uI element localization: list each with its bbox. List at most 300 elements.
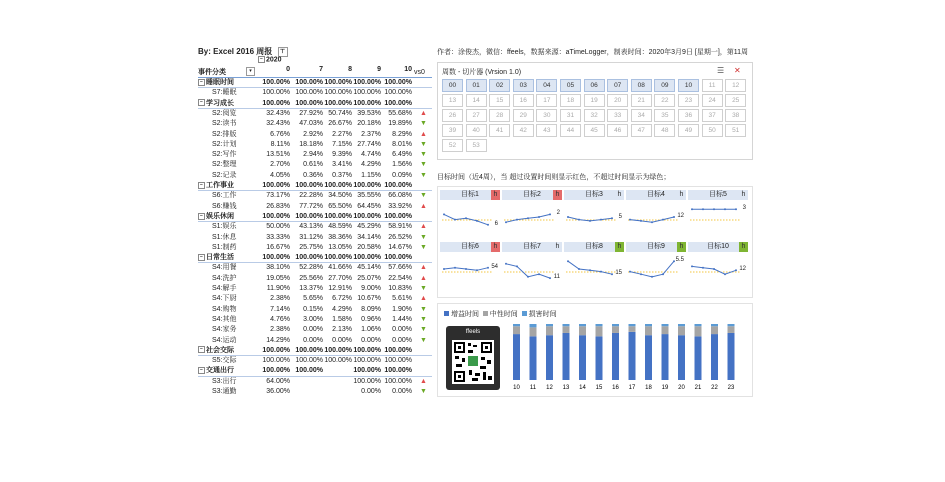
goal-point (589, 269, 591, 271)
pivot-row (198, 119, 432, 129)
row-label: S2:写作 (212, 151, 237, 159)
goal-point (487, 224, 489, 226)
cell-value: 100.00% (324, 346, 352, 354)
goal-status-badge: h (553, 190, 562, 200)
bar-segment (645, 326, 652, 335)
pivot-row (198, 387, 432, 397)
slicer-button-week[interactable]: 46 (607, 124, 628, 137)
slicer-button-week[interactable]: 48 (654, 124, 675, 137)
slicer-button-week[interactable]: 24 (702, 94, 723, 107)
filter-icon[interactable]: ⊤ (278, 47, 288, 57)
cell-value: 25.56% (299, 274, 323, 282)
goal-label: 目标5 (709, 191, 727, 198)
cell-value: 22.28% (299, 192, 323, 200)
legend-swatch (444, 311, 449, 316)
slicer-button-week[interactable]: 22 (654, 94, 675, 107)
goal-label: 目标6 (461, 243, 479, 250)
cell-value: 1.56% (392, 161, 412, 169)
qr-code-icon (452, 340, 494, 384)
goal-point (691, 208, 693, 210)
slicer-button-week[interactable]: 11 (702, 79, 723, 92)
vs-label: vs0 (414, 69, 425, 76)
row-label (198, 346, 260, 356)
slicer-button-week[interactable]: 42 (513, 124, 534, 137)
cell-value: 100.00% (324, 79, 352, 86)
collapse-icon[interactable]: − (198, 254, 205, 261)
slicer-button-week[interactable]: 06 (584, 79, 605, 92)
cell-value: 13.51% (266, 151, 290, 159)
goal-point (527, 217, 529, 219)
slicer-button-week[interactable]: 09 (654, 79, 675, 92)
cell-value: 19.05% (266, 274, 290, 282)
goal-point (662, 273, 664, 275)
cell-value: 32.43% (266, 109, 290, 117)
cell-value: 100.00% (295, 182, 323, 189)
cell-value: 3.41% (332, 161, 352, 169)
cell-value: 4.29% (332, 305, 352, 313)
slicer-button-week[interactable]: 21 (631, 94, 652, 107)
bar-segment (662, 324, 669, 326)
cell-value: 73.17% (266, 192, 290, 200)
down-arrow-icon: ▼ (420, 305, 427, 313)
pivot-title (198, 46, 432, 56)
row-label-text: 社会交际 (206, 346, 234, 354)
slicer-button-week[interactable]: 40 (466, 124, 487, 137)
bar-segment (546, 335, 553, 380)
slicer-button-week[interactable]: 04 (536, 79, 557, 92)
cell-value: 100.00% (353, 254, 381, 262)
down-arrow-icon: ▼ (420, 326, 427, 334)
cell-value: 9.00% (361, 285, 381, 292)
pivot-row (198, 274, 432, 284)
bar-segment (563, 326, 570, 333)
cell-value: 8.01% (392, 140, 412, 148)
goal-status-badge: h (739, 242, 748, 252)
slicer-button-week[interactable]: 50 (702, 124, 723, 137)
slicer-button-week[interactable]: 49 (678, 124, 699, 137)
down-arrow-icon: ▼ (420, 151, 427, 159)
bar-segment (662, 326, 669, 334)
slicer-button-week[interactable]: 43 (536, 124, 557, 137)
row-label (198, 99, 260, 109)
goal-point (578, 219, 580, 221)
slicer-button-week[interactable]: 51 (725, 124, 746, 137)
row-label-text: 工作事业 (206, 182, 234, 189)
down-arrow-icon: ▼ (420, 336, 427, 344)
bar-segment (513, 324, 520, 326)
cell-value: 26.67% (328, 120, 352, 128)
x-tick-label: 12 (546, 385, 553, 391)
bar-segment (629, 326, 636, 332)
cell-value: 0.61% (303, 161, 323, 169)
cell-value: 100.00% (262, 346, 290, 354)
cell-value: 5.65% (303, 295, 323, 303)
week-header: 8 (348, 66, 352, 73)
row-label: S5:交际 (212, 357, 237, 365)
pivot-row (198, 160, 432, 170)
multiselect-icon[interactable]: ☰ (717, 66, 725, 75)
collapse-icon[interactable]: − (198, 213, 205, 220)
slicer-button-week[interactable]: 34 (631, 109, 652, 122)
week-header: 10 (404, 66, 412, 73)
goal-note: 目标时间（近4周），当 超过设置时间则显示红色，不超过时间显示为绿色； (437, 174, 671, 181)
pivot-row (198, 243, 432, 253)
x-tick-label: 13 (562, 385, 570, 391)
cell-value: 100.00% (384, 357, 412, 365)
down-arrow-icon: ▼ (420, 171, 427, 179)
row-label: S6:工作 (212, 192, 237, 200)
up-arrow-icon: ▲ (420, 109, 427, 117)
legend-swatch (483, 311, 488, 316)
goal-sparkline (626, 242, 686, 288)
cell-value: 43.13% (299, 223, 323, 231)
goal-point (549, 213, 551, 215)
bar-segment (728, 333, 735, 380)
bar-segment (596, 326, 603, 336)
slicer-button-week[interactable]: 52 (442, 139, 463, 152)
cell-value: 100.00% (384, 346, 412, 354)
goal-label: 目标9 (647, 243, 665, 250)
slicer-button-week[interactable]: 53 (466, 139, 487, 152)
goal-point (589, 220, 591, 222)
goal-label: 目标3 (585, 191, 603, 198)
x-tick-label: 16 (612, 385, 619, 391)
bar-segment (711, 326, 718, 334)
bar-segment (530, 327, 537, 336)
goal-label: 目标1 (461, 191, 479, 198)
slicer-button-week[interactable]: 30 (536, 109, 557, 122)
goal-point (629, 219, 631, 221)
cell-value: 100.00% (324, 182, 352, 189)
cell-value: 0.09% (392, 171, 412, 179)
row-label: S2:记录 (212, 171, 237, 179)
stacked-bar-chart (505, 318, 745, 396)
bar-segment (645, 335, 652, 380)
slicer-button-week[interactable]: 00 (442, 79, 463, 92)
row-label: S3:出行 (212, 377, 237, 385)
goal-point (713, 268, 715, 270)
goal-point (443, 213, 445, 215)
cell-value: 0.00% (392, 388, 412, 395)
cell-value: 10.83% (388, 285, 412, 292)
goal-point (691, 265, 693, 267)
x-tick-label: 10 (513, 385, 520, 391)
goal-status-badge: h (741, 191, 746, 198)
goal-status-badge: h (491, 242, 500, 252)
pivot-group-row (198, 212, 432, 222)
cell-value: 25.07% (357, 274, 381, 282)
cell-value: 19.89% (388, 120, 412, 128)
x-tick-label: 19 (661, 385, 669, 391)
goal-point (735, 269, 737, 271)
goal-point (724, 273, 726, 275)
down-arrow-icon: ▼ (420, 315, 427, 323)
cell-value: 2.37% (361, 130, 381, 138)
cell-value: 34.14% (357, 233, 381, 241)
slicer-button-week[interactable]: 23 (678, 94, 699, 107)
cell-value: 48.59% (328, 223, 352, 231)
cell-value: 20.58% (357, 243, 381, 251)
goal-status-badge: h (615, 242, 624, 252)
collapse-icon[interactable]: − (258, 56, 265, 63)
bar-segment (513, 326, 520, 334)
goal-point (567, 260, 569, 262)
cell-value: 39.53% (357, 109, 381, 117)
row-label: S4:用餐 (212, 264, 237, 272)
slicer-button-week[interactable]: 16 (513, 94, 534, 107)
goal-point (454, 267, 456, 269)
slicer-button-week[interactable]: 31 (560, 109, 581, 122)
cell-value: 45.29% (357, 223, 381, 231)
pivot-row (198, 140, 432, 150)
bar-segment (695, 324, 702, 326)
author-line: 作者：涂俊杰，微信：ffeels，数据来源：aTimeLogger，制表时间：2020年3月9日 [星期一]，第11周 (437, 49, 749, 56)
slicer-button-week[interactable]: 36 (678, 109, 699, 122)
goal-point (465, 217, 467, 219)
cell-value: 9.39% (332, 151, 352, 159)
goal-end-value: 12 (739, 266, 746, 273)
row-label: S4:解手 (212, 285, 237, 292)
x-tick-label: 18 (645, 385, 652, 391)
bar-segment (612, 333, 619, 380)
bar-segment (629, 332, 636, 380)
cell-value: 100.00% (384, 79, 412, 86)
goal-point (549, 277, 551, 279)
slicer-button-week[interactable]: 15 (489, 94, 510, 107)
goal-end-value: 6 (494, 220, 498, 227)
slicer-button-week[interactable]: 17 (536, 94, 557, 107)
bar-segment (695, 336, 702, 380)
slicer-button-week[interactable]: 08 (631, 79, 652, 92)
cell-value: 27.70% (328, 274, 352, 282)
cell-value: 25.75% (299, 243, 323, 251)
bar-segment (678, 326, 685, 335)
slicer-button-week[interactable]: 32 (584, 109, 605, 122)
slicer-button-week[interactable]: 20 (607, 94, 628, 107)
cell-value: 27.74% (357, 140, 381, 148)
bar-segment (530, 336, 537, 380)
collapse-icon[interactable]: − (198, 346, 205, 353)
goal-sparkline (564, 190, 624, 236)
slicer-button-week[interactable]: 26 (442, 109, 463, 122)
row-label: S2:计划 (212, 140, 237, 148)
pivot-group-row (198, 78, 432, 88)
up-arrow-icon: ▲ (420, 264, 427, 272)
goal-chart (626, 242, 686, 288)
slicer-button-week[interactable]: 44 (560, 124, 581, 137)
cell-value: 1.44% (392, 315, 412, 323)
down-arrow-icon: ▼ (420, 192, 427, 200)
cell-value: 14.29% (266, 336, 290, 344)
slicer-button-week[interactable]: 47 (631, 124, 652, 137)
cell-value: 7.15% (332, 140, 352, 148)
bar-segment (695, 326, 702, 336)
cell-value: 8.11% (270, 140, 290, 148)
row-label: S2:阅览 (212, 109, 237, 117)
goal-point (611, 217, 613, 219)
cell-value: 14.67% (388, 243, 412, 251)
goal-end-value: 54 (491, 263, 498, 270)
goal-point (465, 268, 467, 270)
cell-value: 100.00% (384, 377, 412, 385)
goal-sparkline (502, 242, 562, 288)
collapse-icon[interactable]: − (198, 182, 205, 189)
slicer-button-week[interactable]: 03 (513, 79, 534, 92)
slicer-button-week[interactable]: 05 (560, 79, 581, 92)
pivot-group-row (198, 346, 432, 356)
x-tick-label: 23 (727, 385, 735, 391)
slicer-button-week[interactable]: 18 (560, 94, 581, 107)
row-label-text: 日常生活 (206, 254, 234, 262)
slicer-button-week[interactable]: 25 (725, 94, 746, 107)
slicer-button-week[interactable]: 07 (607, 79, 628, 92)
cell-value: 100.00% (384, 89, 412, 97)
pivot-row (198, 377, 432, 387)
cell-value: 33.33% (266, 233, 290, 241)
goal-point (640, 273, 642, 275)
collapse-icon[interactable]: − (198, 99, 205, 106)
goal-end-value: 5.5 (675, 257, 684, 264)
row-label: S4:下厨 (212, 295, 237, 303)
x-tick-label: 11 (529, 385, 537, 391)
cell-value: 100.00% (384, 254, 412, 262)
row-label-text: 娱乐休闲 (206, 212, 234, 220)
cell-value: 2.92% (303, 130, 323, 138)
goal-chart (688, 190, 748, 236)
down-arrow-icon: ▼ (420, 140, 427, 148)
slicer-button-week[interactable]: 02 (489, 79, 510, 92)
bar-segment (662, 334, 669, 380)
cell-value: 100.00% (295, 357, 323, 365)
down-arrow-icon: ▼ (420, 120, 427, 128)
x-tick-label: 14 (579, 385, 586, 391)
cell-value: 7.14% (270, 305, 290, 313)
cell-value: 27.92% (299, 109, 323, 117)
slicer-button-week[interactable]: 01 (466, 79, 487, 92)
slicer-button-week[interactable]: 33 (607, 109, 628, 122)
goal-end-value: 15 (615, 270, 622, 277)
cell-value: 0.00% (361, 336, 381, 344)
pivot-row (198, 202, 432, 212)
slicer-button-week[interactable]: 45 (584, 124, 605, 137)
goal-point (651, 221, 653, 223)
cell-value: 50.74% (328, 109, 352, 117)
cell-value: 100.00% (353, 89, 381, 97)
slicer-button-week[interactable]: 35 (654, 109, 675, 122)
slicer-button-week[interactable]: 29 (513, 109, 534, 122)
pivot-row (198, 325, 432, 335)
slicer-button-week[interactable]: 37 (702, 109, 723, 122)
slicer-button-week[interactable]: 13 (442, 94, 463, 107)
bar-segment (596, 336, 603, 380)
cell-value: 100.00% (353, 79, 381, 86)
cell-value: 50.00% (266, 223, 290, 231)
row-label: S1:娱乐 (212, 223, 237, 231)
cell-value: 1.15% (361, 171, 381, 179)
slicer-button-week[interactable]: 28 (489, 109, 510, 122)
cell-value: 32.43% (266, 120, 290, 128)
cell-value: 100.00% (295, 254, 323, 262)
goal-point (505, 221, 507, 223)
goal-status-badge: h (679, 191, 684, 198)
row-label-text: 睡眠时间 (206, 79, 234, 86)
collapse-icon[interactable]: − (198, 367, 205, 374)
goal-point (516, 219, 518, 221)
slicer-button-week[interactable]: 14 (466, 94, 487, 107)
goal-point (724, 208, 726, 210)
goal-point (516, 265, 518, 267)
x-tick-label: 17 (628, 385, 636, 391)
cell-value: 4.05% (270, 171, 290, 179)
cell-value: 100.00% (262, 254, 290, 262)
collapse-icon[interactable]: − (198, 79, 205, 86)
goal-label: 目标8 (585, 243, 603, 250)
slicer-button-week[interactable]: 39 (442, 124, 463, 137)
slicer-button-week[interactable]: 19 (584, 94, 605, 107)
goal-point (640, 220, 642, 222)
dropdown-icon[interactable]: ▾ (246, 67, 255, 76)
goal-status-badge: h (677, 242, 686, 252)
goal-point (487, 267, 489, 269)
bar-segment (596, 324, 603, 326)
cell-value: 6.72% (332, 295, 352, 303)
pivot-row (198, 284, 432, 294)
cell-value: 4.76% (270, 315, 290, 323)
clear-filter-icon[interactable]: ✕ (734, 66, 741, 75)
cell-value: 100.00% (324, 99, 352, 107)
cell-value: 5.61% (392, 295, 412, 303)
legend-item: 增益时间 (450, 311, 479, 318)
cell-value: 100.00% (384, 99, 412, 107)
cell-value: 36.00% (266, 388, 290, 395)
slicer-button-week[interactable]: 12 (725, 79, 746, 92)
cell-value: 64.00% (266, 377, 290, 385)
goal-status-badge: h (555, 243, 560, 250)
x-tick-label: 21 (694, 385, 702, 391)
goal-end-value: 2 (556, 210, 560, 217)
qr-label: ffeels (465, 329, 481, 335)
goal-point (454, 219, 456, 221)
pivot-group-row (198, 366, 432, 376)
cell-value: 1.06% (361, 326, 381, 334)
down-arrow-icon: ▼ (420, 388, 427, 395)
row-label: S4:购物 (212, 305, 237, 313)
cell-value: 45.14% (357, 264, 381, 272)
x-tick-label: 15 (595, 385, 603, 391)
cell-value: 41.66% (328, 264, 352, 272)
cell-value: 100.00% (262, 212, 290, 220)
legend-item: 损害时间 (528, 311, 557, 318)
cell-value: 0.96% (361, 315, 381, 323)
slicer-button-week[interactable]: 27 (466, 109, 487, 122)
slicer-button-week[interactable]: 38 (725, 109, 746, 122)
cell-value: 0.00% (392, 336, 412, 344)
x-tick-label: 22 (711, 385, 718, 391)
year-label: 2020 (266, 56, 282, 64)
slicer-button-week[interactable]: 10 (678, 79, 699, 92)
goal-point (735, 208, 737, 210)
cell-value: 13.05% (328, 243, 352, 251)
bar-segment (678, 324, 685, 326)
cell-value: 20.18% (357, 120, 381, 128)
up-arrow-icon: ▲ (420, 130, 427, 138)
legend-item: 中性时间 (489, 311, 518, 318)
slicer-button-week[interactable]: 41 (489, 124, 510, 137)
row-label: S4:洗护 (212, 274, 237, 282)
down-arrow-icon: ▼ (420, 161, 427, 169)
goal-label: 目标2 (523, 191, 541, 198)
cell-value: 11.90% (266, 285, 290, 292)
